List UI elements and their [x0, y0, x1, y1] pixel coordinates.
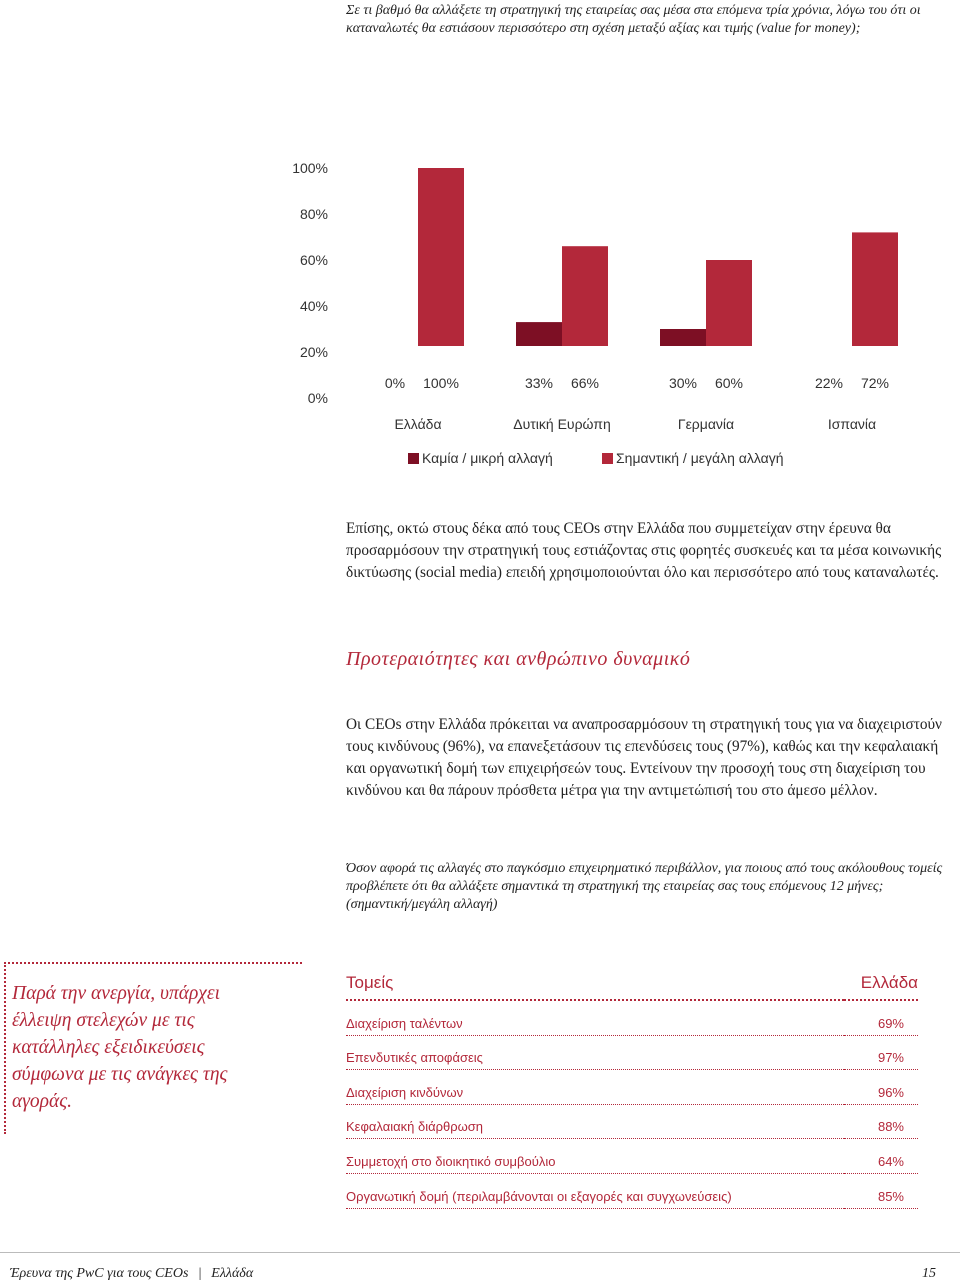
table-cell-value: 96% [844, 1070, 918, 1105]
table-cell-value: 85% [844, 1173, 918, 1208]
legend-item-high-change [602, 450, 784, 466]
data-label: 100% [423, 375, 459, 391]
table-row [346, 1139, 918, 1174]
legend-swatch-red [602, 453, 613, 464]
footer-divider-line [0, 1252, 960, 1253]
data-label: 72% [860, 375, 890, 391]
sectors-table [346, 970, 918, 1209]
data-label: 0% [384, 375, 406, 391]
page-number: 15 [922, 1266, 936, 1281]
table-cell-sector: Διαχείριση κινδύνων [346, 1070, 844, 1105]
survey-question-top: Σε τι βαθμό θα αλλάξετε τη στρατηγική της εταιρείας σας μέσα στα επόμενα τρία χρόνια, λόγω του ότι οι καταναλωτές θα εστιάσουν περισσότερο στη σχέση μεταξύ αξίας και τιμής (value for money); [346, 3, 921, 36]
table-cell-value: 69% [844, 1000, 918, 1035]
data-label: 22% [814, 375, 844, 391]
table-row [346, 1104, 918, 1139]
bar-chart [0, 0, 960, 440]
table-cell-sector: Συμμετοχή στο διοικητικό συμβούλιο [346, 1139, 844, 1174]
data-label: 60% [714, 375, 744, 391]
survey-question-bottom: Όσον αφορά τις αλλαγές στο παγκόσμιο επιχειρηματικό περιβάλλον, για ποιους από τους ακόλουθους τομείς προβλέπετε ότι θα αλλάξετε σημαντικά τη στρατηγική της εταιρείας σας τους επόμενους 12 μήνες; (σημαντική/μεγάλη αλλαγή) [346, 861, 943, 912]
data-label: 66% [570, 375, 600, 391]
body-paragraph: Επίσης, οκτώ στους δέκα από τους CEOs στην Ελλάδα που συμμετείχαν στην έρευνα θα προσαρμόσουν την στρατηγική τους εστιάζοντας στις φορητές συσκευές και τα μέσα κοινωνικής δικτύωσης (social media) επειδή χρησιμοποιούνται όλο και περισσότερο από τους καταναλωτές. [346, 520, 942, 581]
table-cell-sector: Επενδυτικές αποφάσεις [346, 1035, 844, 1070]
x-tick-label: Ισπανία [827, 416, 877, 432]
y-tick-label: 40% [299, 298, 328, 314]
priorities-paragraph: Οι CEOs στην Ελλάδα πρόκειται να αναπροσαρμόσουν τη στρατηγική τους για να διαχειριστούν τους κινδύνους (96%), να επανεξετάσουν τις επενδύσεις τους (97%), καθώς και την κεφαλαιακή και οργανωτική δομή των επιχειρήσεών τους. Εντείνουν την προσοχή τους στη διαχείριση του κινδύνου και θα πάρουν πρόσθετα μέτρα για την αντιμετώπισή του στο άμεσο μέλλον. [346, 716, 942, 799]
table-row [346, 1070, 918, 1105]
bar [516, 322, 562, 346]
y-tick-label: 20% [299, 344, 328, 360]
table-row [346, 1000, 918, 1035]
y-tick-label: 60% [299, 252, 328, 268]
table-header-sectors: Τομείς [346, 970, 844, 1000]
bar [418, 168, 464, 346]
legend-swatch-dark [408, 453, 419, 464]
table-cell-sector: Διαχείριση ταλέντων [346, 1000, 844, 1035]
bar [706, 260, 752, 346]
footer [10, 1266, 253, 1282]
table-cell-value: 88% [844, 1104, 918, 1139]
data-label: 30% [668, 375, 698, 391]
y-tick-label: 0% [307, 390, 328, 406]
pull-quote: Παρά την ανεργία, υπάρχει έλλειψη στελεχών με τις κατάλληλες εξειδικεύσεις σύμφωνα με τις ανάγκες της αγοράς. [12, 983, 228, 1112]
table-cell-value: 64% [844, 1139, 918, 1174]
table-cell-sector: Κεφαλαιακή διάρθρωση [346, 1104, 844, 1139]
table-row [346, 1035, 918, 1070]
legend-label-high-change: Σημαντική / μεγάλη αλλαγή [616, 450, 784, 466]
bar [660, 329, 706, 346]
bar [852, 232, 898, 346]
table-header-row [346, 970, 918, 1000]
table-cell-value: 97% [844, 1035, 918, 1070]
footer-title: Έρευνα της PwC για τους CEOs [10, 1266, 189, 1281]
footer-country: Ελλάδα [211, 1266, 254, 1281]
x-tick-label: Γερμανία [677, 416, 735, 432]
section-heading: Προτεραιότητες και ανθρώπινο δυναμικό [346, 648, 691, 670]
x-tick-label: Ελλάδα [394, 416, 442, 432]
data-label: 33% [524, 375, 554, 391]
table-row [346, 1173, 918, 1208]
legend-label-low-change: Καμία / μικρή αλλαγή [422, 450, 553, 466]
legend-item-low-change [408, 450, 553, 466]
table-header-greece: Ελλάδα [844, 970, 918, 1000]
bar [562, 246, 608, 346]
table-cell-sector: Οργανωτική δομή (περιλαμβάνονται οι εξαγορές και συγχωνεύσεις) [346, 1173, 844, 1208]
footer-separator: | [197, 1266, 202, 1281]
x-tick-label: Δυτική Ευρώπη [513, 416, 611, 432]
y-tick-label: 100% [292, 160, 328, 176]
y-tick-label: 80% [299, 206, 328, 222]
